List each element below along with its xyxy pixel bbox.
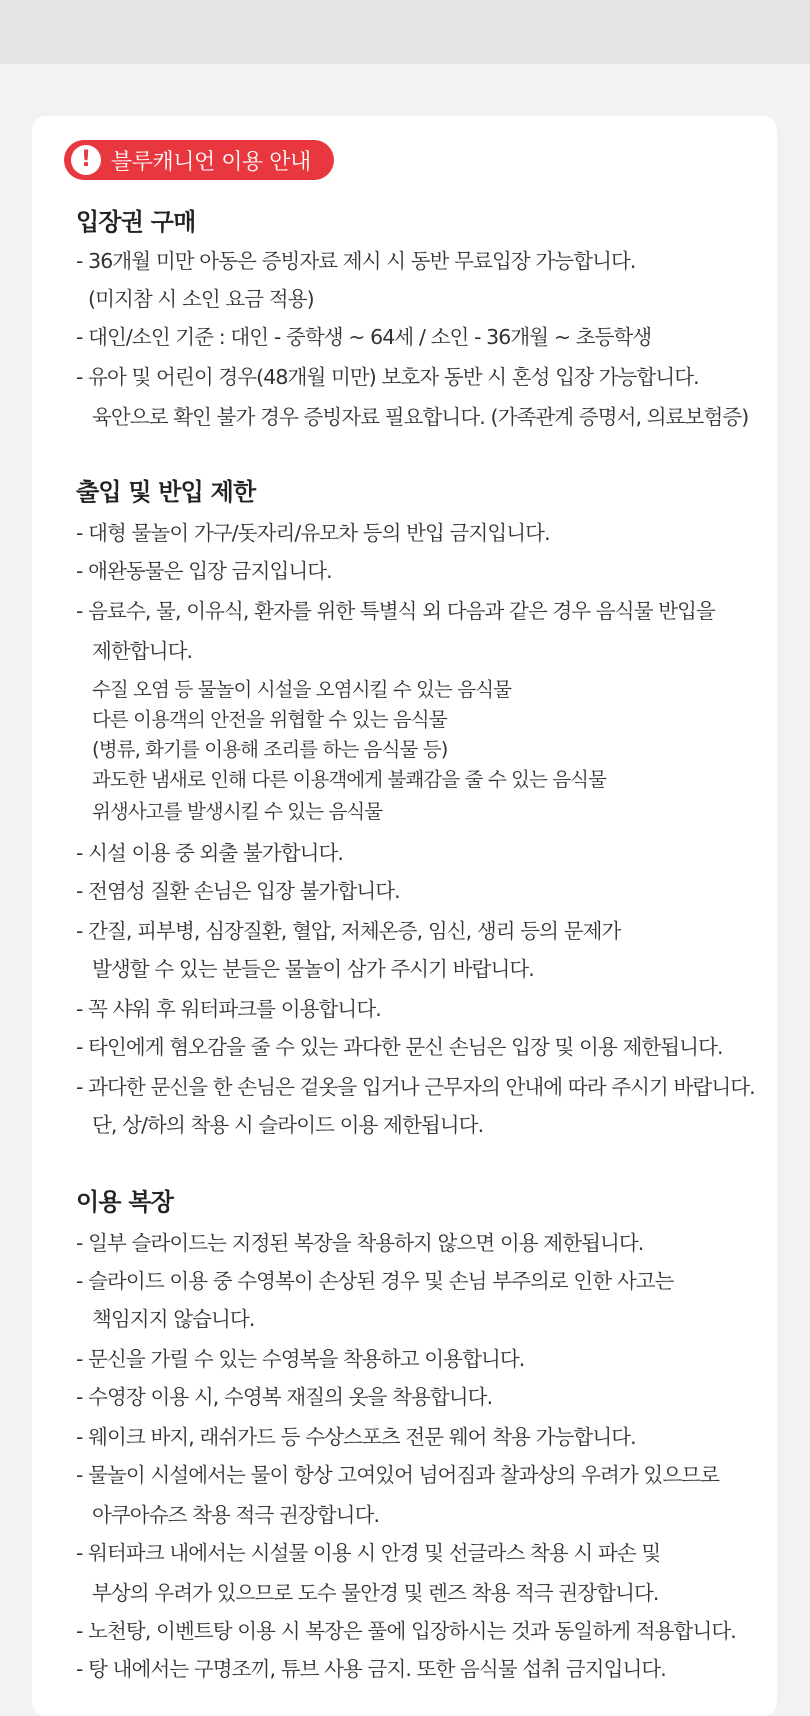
list-item: - 과다한 문신을 한 손님은 겉옷을 입거나 근무자의 안내에 따라 주시기 바랍니다. (76, 1075, 755, 1099)
list-item: 단, 상/하의 착용 시 슬라이드 이용 제한됩니다. (92, 1113, 484, 1137)
list-item: 부상의 우려가 있으므로 도수 물안경 및 렌즈 착용 적극 권장합니다. (92, 1581, 659, 1605)
list-item: - 시설 이용 중 외출 불가합니다. (76, 841, 344, 865)
list-item: - 간질, 피부병, 심장질환, 혈압, 저체온증, 임신, 생리 등의 문제가 (76, 919, 621, 943)
list-item: - 문신을 가릴 수 있는 수영복을 착용하고 이용합니다. (76, 1347, 525, 1371)
list-item: - 웨이크 바지, 래쉬가드 등 수상스포츠 전문 웨어 착용 가능합니다. (76, 1425, 636, 1449)
list-item: 발생할 수 있는 분들은 물놀이 삼가 주시기 바랍니다. (92, 957, 534, 981)
list-item: 제한합니다. (92, 639, 193, 663)
notice-badge (64, 140, 334, 180)
list-item: - 수영장 이용 시, 수영복 재질의 옷을 착용합니다. (76, 1385, 493, 1409)
list-item: (병류, 화기를 이용해 조리를 하는 음식물 등) (92, 738, 448, 761)
section-title: 출입 및 반입 제한 (76, 478, 256, 506)
list-item: 과도한 냄새로 인해 다른 이용객에게 불쾌감을 줄 수 있는 음식물 (92, 768, 607, 791)
list-item: - 물놀이 시설에서는 물이 항상 고여있어 넘어짐과 찰과상의 우려가 있으므로 (76, 1463, 720, 1487)
list-item: - 전염성 질환 손님은 입장 불가합니다. (76, 879, 400, 903)
list-item: - 꼭 샤워 후 워터파크를 이용합니다. (76, 997, 381, 1021)
list-item: - 음료수, 물, 이유식, 환자를 위한 특별식 외 다음과 같은 경우 음식물 반입을 (76, 599, 715, 623)
list-item: 육안으로 확인 불가 경우 증빙자료 필요합니다. (가족관계 증명서, 의료보험증) (92, 405, 749, 429)
list-item: - 타인에게 혐오감을 줄 수 있는 과다한 문신 손님은 입장 및 이용 제한됩니다. (76, 1035, 723, 1059)
list-item: 다른 이용객의 안전을 위협할 수 있는 음식물 (92, 708, 447, 731)
top-bar (0, 0, 810, 64)
badge-label: 블루캐니언 이용 안내 (111, 149, 311, 175)
section-title: 이용 복장 (76, 1188, 174, 1216)
list-item: - 유아 및 어린이 경우(48개월 미만) 보호자 동반 시 혼성 입장 가능합니다. (76, 365, 699, 389)
list-item: 책임지지 않습니다. (92, 1307, 255, 1331)
section-title: 입장권 구매 (76, 208, 196, 236)
list-item: - 대인/소인 기준 : 대인 - 중학생 ~ 64세 / 소인 - 36개월 ~ 초등학생 (76, 325, 652, 349)
list-item: - 36개월 미만 아동은 증빙자료 제시 시 동반 무료입장 가능합니다. (76, 249, 636, 273)
list-item: - 워터파크 내에서는 시설물 이용 시 안경 및 선글라스 착용 시 파손 및 (76, 1541, 661, 1565)
list-item: - 탕 내에서는 구명조끼, 튜브 사용 금지. 또한 음식물 섭취 금지입니다. (76, 1657, 666, 1681)
exclamation-icon: ! (71, 145, 101, 175)
list-item: (미지참 시 소인 요금 적용) (88, 287, 314, 311)
list-item: - 애완동물은 입장 금지입니다. (76, 559, 332, 583)
list-item: 아쿠아슈즈 착용 적극 권장합니다. (92, 1503, 380, 1527)
list-item: 수질 오염 등 물놀이 시설을 오염시킬 수 있는 음식물 (92, 678, 512, 701)
list-item: - 일부 슬라이드는 지정된 복장을 착용하지 않으면 이용 제한됩니다. (76, 1231, 644, 1255)
list-item: 위생사고를 발생시킬 수 있는 음식물 (92, 800, 383, 823)
list-item: - 슬라이드 이용 중 수영복이 손상된 경우 및 손님 부주의로 인한 사고는 (76, 1269, 674, 1293)
list-item: - 노천탕, 이벤트탕 이용 시 복장은 풀에 입장하시는 것과 동일하게 적용합니다. (76, 1619, 736, 1643)
list-item: - 대형 물놀이 가구/돗자리/유모차 등의 반입 금지입니다. (76, 521, 550, 545)
